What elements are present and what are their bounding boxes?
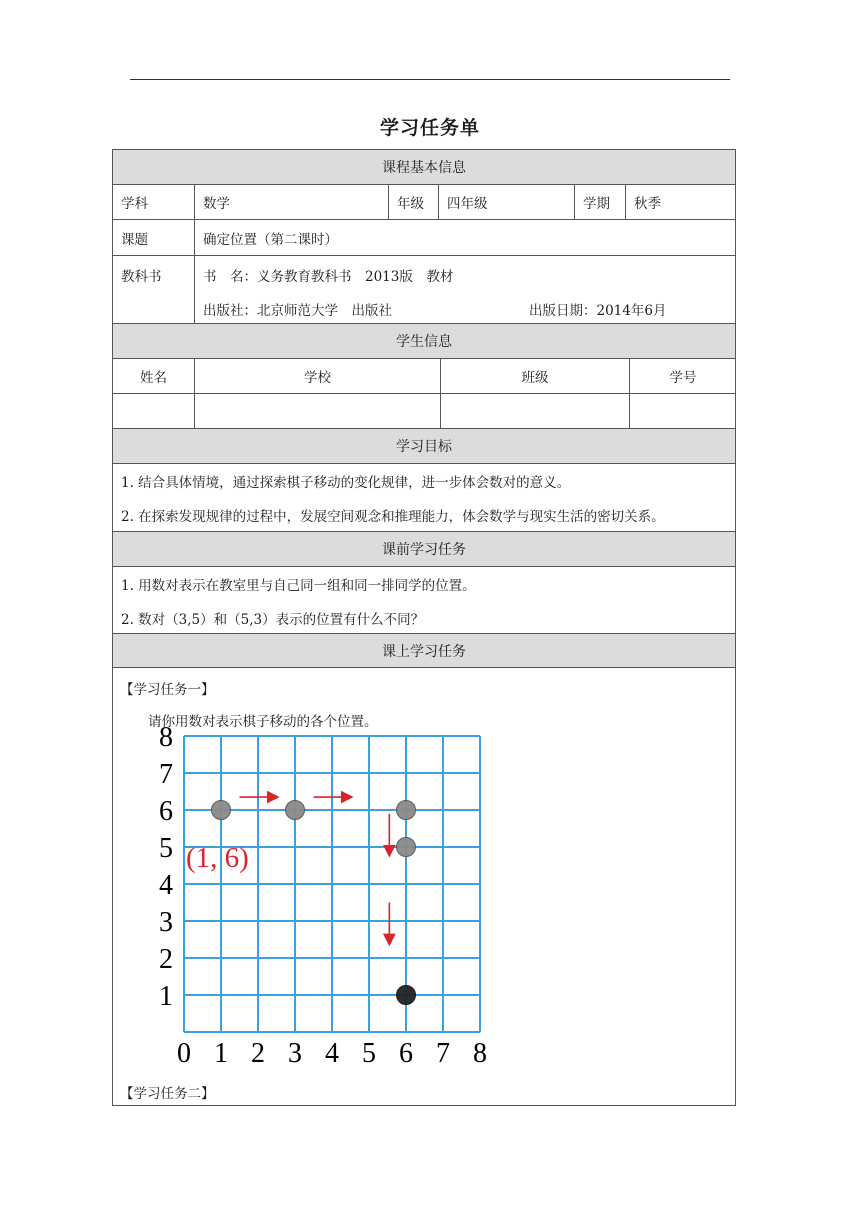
term-label: 学期 xyxy=(574,185,625,219)
y-tick-label: 2 xyxy=(159,944,173,975)
x-tick-label: 8 xyxy=(473,1038,487,1069)
textbook-label: 教科书 xyxy=(121,269,162,285)
student-school-cell[interactable] xyxy=(194,394,440,428)
section-in-class: 课上学习任务 xyxy=(112,633,736,668)
topic-label: 课题 xyxy=(121,231,148,248)
pre-task-item: 1. 用数对表示在教室里与自己同一组和同一排同学的位置。 xyxy=(121,578,476,594)
x-tick-label: 3 xyxy=(288,1038,302,1069)
student-header-class: 班级 xyxy=(440,359,629,393)
task1-heading: 【学习任务一】 xyxy=(120,682,215,698)
position-label: (1, 6) xyxy=(186,842,249,874)
topic-value: 确定位置（第二课时） xyxy=(194,220,736,255)
book-name-line: 书 名：义务教育教科书 2013版 教材 xyxy=(203,269,454,285)
student-id-cell[interactable] xyxy=(629,394,736,428)
x-tick-label: 1 xyxy=(214,1038,228,1069)
subject-value: 数学 xyxy=(194,185,388,219)
tick-labels xyxy=(159,722,487,1069)
chess-pieces xyxy=(212,801,416,1005)
y-tick-label: 7 xyxy=(159,759,173,790)
chess-piece xyxy=(397,801,416,820)
y-tick-label: 4 xyxy=(159,870,173,901)
x-tick-label: 4 xyxy=(325,1038,339,1069)
student-name-cell[interactable] xyxy=(113,394,194,428)
student-header-school: 学校 xyxy=(194,359,440,393)
x-tick-label: 0 xyxy=(177,1038,191,1069)
student-class-cell[interactable] xyxy=(440,394,629,428)
textbook-info xyxy=(194,256,736,323)
y-tick-label: 1 xyxy=(159,981,173,1012)
student-header-id: 学号 xyxy=(629,359,736,393)
pre-tasks-block xyxy=(112,566,736,633)
goal-item: 1. 结合具体情境，通过探索棋子移动的变化规律，进一步体会数对的意义。 xyxy=(121,475,571,491)
term-value: 秋季 xyxy=(625,185,736,219)
grade-label: 年级 xyxy=(388,185,438,219)
goals-block xyxy=(112,463,736,531)
student-header-row xyxy=(112,358,736,393)
coordinate-grid xyxy=(150,722,500,1070)
y-tick-label: 3 xyxy=(159,907,173,938)
subject-label: 学科 xyxy=(121,196,148,212)
subject-row xyxy=(112,184,736,219)
task2-heading: 【学习任务二】 xyxy=(120,1086,215,1102)
x-tick-label: 2 xyxy=(251,1038,265,1069)
x-tick-label: 6 xyxy=(399,1038,413,1069)
section-student-info: 学生信息 xyxy=(112,323,736,358)
publish-date-line: 出版日期：2014年6月 xyxy=(529,303,667,319)
chess-piece xyxy=(212,801,231,820)
x-tick-label: 7 xyxy=(436,1038,450,1069)
grade-value: 四年级 xyxy=(438,185,574,219)
section-basic-info: 课程基本信息 xyxy=(112,149,736,184)
topic-row xyxy=(112,219,736,255)
pre-task-item: 2. 数对（3,5）和（5,3）表示的位置有什么不同？ xyxy=(121,612,425,628)
student-header-name: 姓名 xyxy=(140,370,167,386)
section-pre-tasks: 课前学习任务 xyxy=(112,531,736,566)
chess-piece xyxy=(397,838,416,857)
student-input-row xyxy=(112,393,736,428)
grid-lines xyxy=(184,736,480,1032)
goal-item: 2. 在探索发现规律的过程中，发展空间观念和推理能力，体会数学与现实生活的密切关系。 xyxy=(121,509,665,525)
section-goals: 学习目标 xyxy=(112,428,736,463)
y-tick-label: 8 xyxy=(159,722,173,753)
y-tick-label: 6 xyxy=(159,796,173,827)
y-tick-label: 5 xyxy=(159,833,173,864)
page-title: 学习任务单 xyxy=(379,117,480,139)
publisher-line: 出版社：北京师范大学 出版社 xyxy=(203,303,392,319)
textbook-row xyxy=(112,255,736,323)
chess-piece xyxy=(397,986,416,1005)
task1-prompt: 请你用数对表示棋子移动的各个位置。 xyxy=(148,714,378,730)
x-tick-label: 5 xyxy=(362,1038,376,1069)
header-rule xyxy=(130,79,730,80)
chess-piece xyxy=(286,801,305,820)
